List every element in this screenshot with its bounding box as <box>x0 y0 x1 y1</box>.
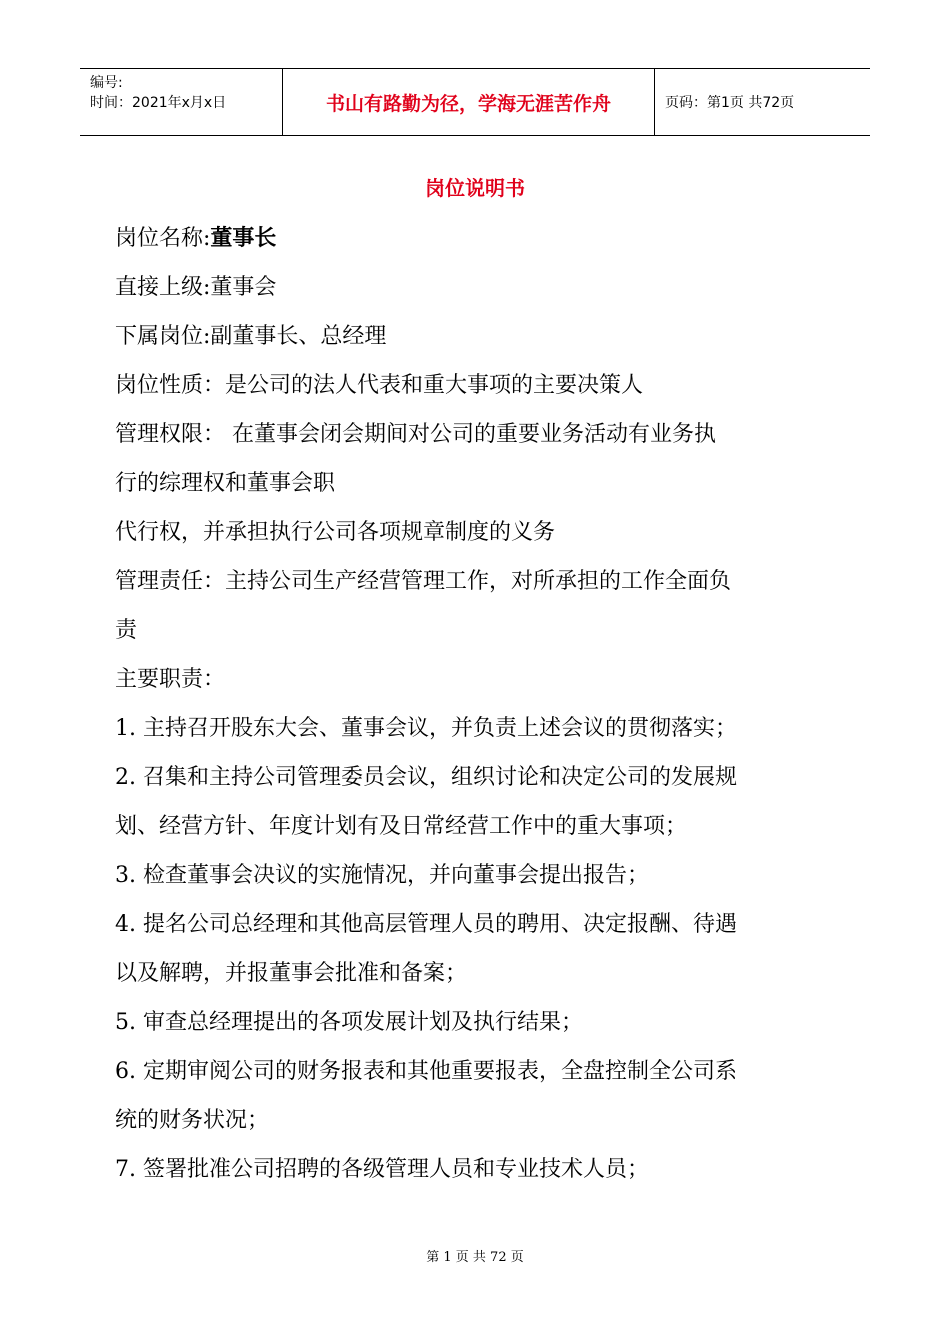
duty-line: 划、经营方针、年度计划有及日常经营工作中的重大事项； <box>115 814 688 839</box>
authority-line-2: 行的综理权和董事会职 <box>115 471 336 496</box>
duty-line: 7. 签署批准公司招聘的各级管理人员和专业技术人员； <box>115 1157 649 1182</box>
duty-line: 4. 提名公司总经理和其他高层管理人员的聘用、决定报酬、待遇 <box>115 912 737 937</box>
responsibility-line-2: 责 <box>115 618 138 643</box>
duty-line: 6. 定期审阅公司的财务报表和其他重要报表，全盘控制全公司系 <box>115 1059 737 1084</box>
subordinates-line: 下属岗位:副董事长、总经理 <box>115 324 387 349</box>
superior-line: 直接上级:董事会 <box>115 275 277 300</box>
document-date: 时间：2021年x月x日 <box>90 95 227 111</box>
header-motto: 书山有路勤为径，学海无涯苦作舟 <box>325 92 611 115</box>
header-page-cell <box>655 69 870 135</box>
duty-line: 统的财务状况； <box>115 1108 270 1133</box>
authority-line-1: 管理权限： 在董事会闭会期间对公司的重要业务活动有业务执 <box>115 422 716 447</box>
header-page-info: 页码：第1页 共72页 <box>665 95 795 111</box>
duty-line: 5. 审查总经理提出的各项发展计划及执行结果； <box>115 1010 583 1035</box>
page-footer: 第 1 页 共 72 页 <box>426 1250 524 1265</box>
document-title: 岗位说明书 <box>425 176 525 200</box>
document-number-label: 编号: <box>90 75 123 91</box>
duty-line: 3. 检查董事会决议的实施情况，并向董事会提出报告； <box>115 863 649 888</box>
responsibility-line-1: 管理责任：主持公司生产经营管理工作，对所承担的工作全面负 <box>115 569 732 594</box>
duties-label: 主要职责： <box>115 667 226 692</box>
duty-line: 以及解聘，并报董事会批准和备案； <box>115 961 468 986</box>
authority-line-3: 代行权，并承担执行公司各项规章制度的义务 <box>115 520 556 545</box>
document-body <box>115 214 845 1194</box>
nature-line: 岗位性质：是公司的法人代表和重大事项的主要决策人 <box>115 373 644 398</box>
duty-line: 2. 召集和主持公司管理委员会议，组织讨论和决定公司的发展规 <box>115 765 737 790</box>
position-name-label: 岗位名称: <box>115 226 211 251</box>
header-meta-cell <box>80 69 283 135</box>
header-motto-cell <box>283 69 655 135</box>
header-table <box>80 68 870 136</box>
duty-line: 1. 主持召开股东大会、董事会议，并负责上述会议的贯彻落实； <box>115 716 737 741</box>
position-name-value: 董事长 <box>210 226 277 251</box>
position-name-line <box>115 214 845 263</box>
